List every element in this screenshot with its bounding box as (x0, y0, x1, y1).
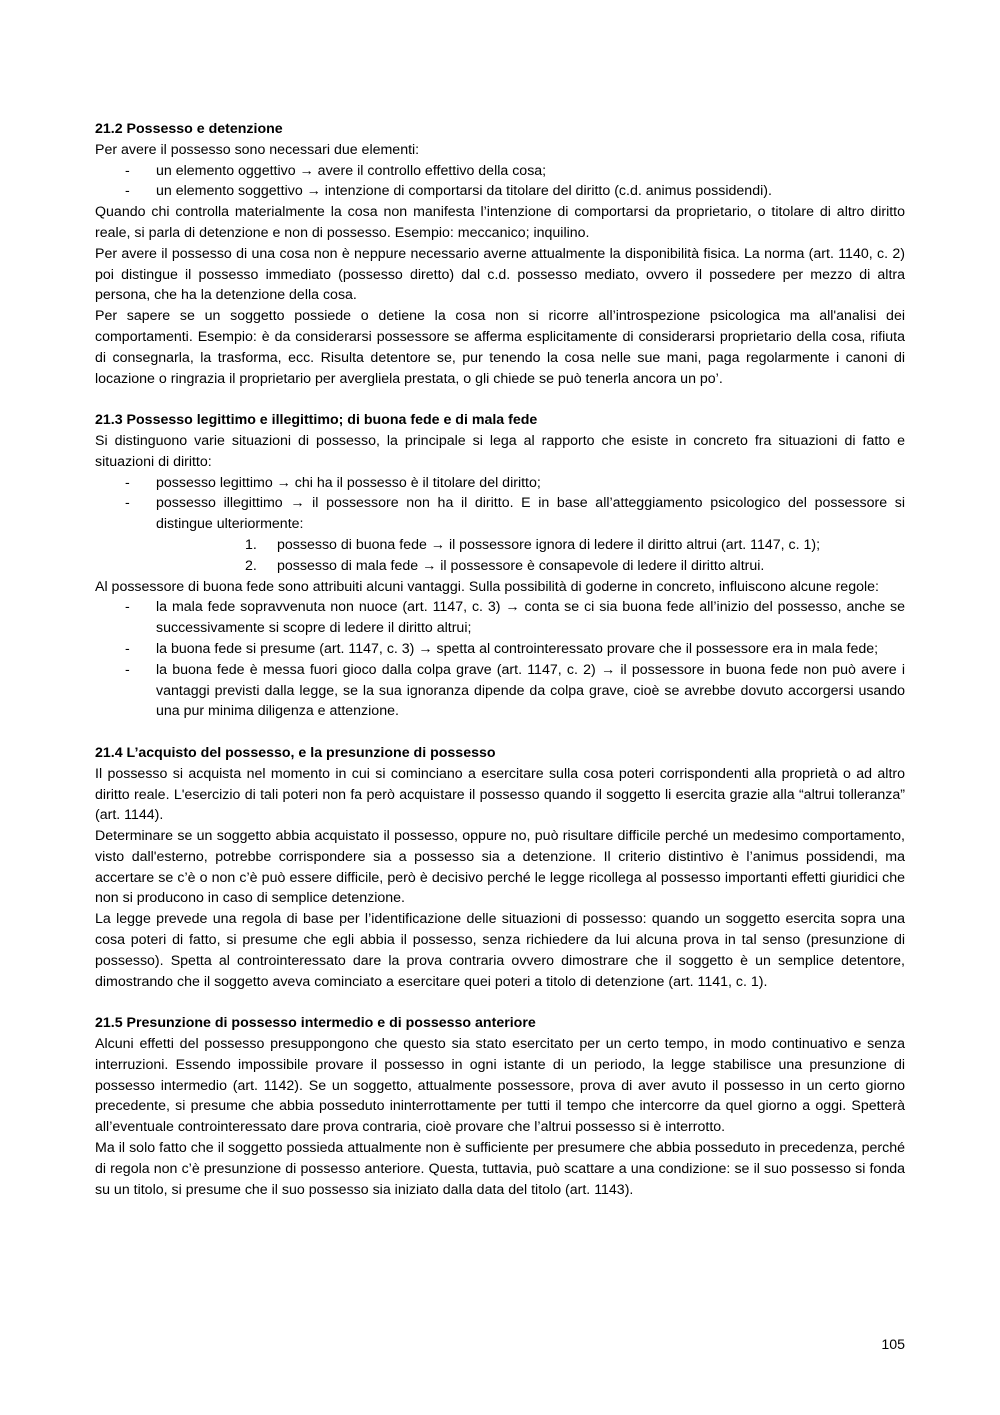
section-21-5 (95, 1013, 905, 1200)
list-item-text: un elemento oggettivo → avere il controllo effettivo della cosa; (156, 162, 547, 179)
section-21-4 (95, 743, 905, 993)
paragraph: Determinare se un soggetto abbia acquistato il possesso, oppure no, può risultare difficile perché un medesimo comportamento, visto dall'esterno, potrebbe corrispondere sia a possesso sia a detenzione. Il criterio distintivo è l’animus possidendi, ma accertare se c’è o non c’è può essere difficile, però è decisivo perché le legge ricollega al possesso importanti effetti giuridici che non si producono in caso di semplice detenzione. (95, 828, 905, 907)
numbered-item (95, 535, 905, 556)
numbered-item-text: possesso di mala fede → il possessore è consapevole di ledere il diritto altrui. (277, 557, 765, 574)
list-item (95, 161, 905, 182)
bullet-marker: - (125, 162, 130, 179)
paragraph: Ma il solo fatto che il soggetto possieda attualmente non è sufficiente per presumere che abbia posseduto in precedenza, perché di regola non c’è presunzione di possesso anteriore. Questa, tuttavia, può scattare a una condizione: se il suo possesso si fonda su un titolo, si presume che il suo possesso sia iniziato dalla data del titolo (art. 1143). (95, 1140, 905, 1198)
paragraph: Alcuni effetti del possesso presuppongono che questo sia stato esercitato per un certo tempo, in modo continuativo e senza interruzioni. Essendo impossibile provare il possesso in ogni istante di un periodo, la legge stabilisce una presunzione di possesso intermedio (art. 1142). Se un soggetto, attualmente possessore, prova di aver avuto il possesso in un certo giorno precedente, si presume che abbia posseduto ininterrottamente per tutti il tempo che intercorre da quel giorno a oggi. Spetterà all’eventuale controinteressato dare prova contraria, cioè provare che l’altrui possesso si è interrotto. (95, 1036, 905, 1136)
paragraph: Per avere il possesso di una cosa non è neppure necessario averne attualmente la disponibilità fisica. La norma (art. 1140, c. 2) poi distingue il possesso immediato (possesso diretto) dal c.d. possesso mediato, ovvero il possedere per mezzo di altra persona, che ha la detenzione della cosa. (95, 245, 905, 304)
list-item-text: la buona fede è messa fuori gioco dalla colpa grave (art. 1147, c. 2) → il possessore in buona fede non può avere i vantaggi previsti dalla legge, se la sua ignoranza dipende da colpa grave, cioè se avrebbe dovuto accorgersi usando una pur minima diligenza e attenzione. (156, 661, 905, 720)
numbered-item (95, 556, 905, 577)
section-intro: Per avere il possesso sono necessari due elementi: (95, 141, 420, 158)
page-number: 105 (881, 1337, 905, 1353)
list-item (95, 660, 905, 722)
bullet-marker: - (125, 640, 130, 657)
paragraph: Al possessore di buona fede sono attribuiti alcuni vantaggi. Sulla possibilità di goderne in concreto, influiscono alcune regole: (95, 578, 879, 595)
list-item (95, 493, 905, 535)
numbered-list (95, 535, 905, 577)
list-item-text: un elemento soggettivo → intenzione di comportarsi da titolare del diritto (c.d. animus possidendi). (156, 183, 772, 200)
paragraph: La legge prevede una regola di base per l’identificazione delle situazioni di possesso: quando un soggetto esercita sopra una cosa poteri di fatto, si presume che egli abbia il possesso, senza richiedere da lui alcuna prova in tal senso (presunzione di possesso). Spetta al controinteressato dare la prova contraria ovvero dimostrare che il soggetto è un semplice detentore, dimostrando che il soggetto aveva cominciato a esercitare quei poteri a titolo di detenzione (art. 1141, c. 1). (95, 911, 905, 990)
bullet-list (95, 473, 905, 535)
numbered-item-text: possesso di buona fede → il possessore ignora di ledere il diritto altrui (art. 1147, c. 1); (277, 536, 821, 553)
section-heading: 21.2 Possesso e detenzione (95, 121, 283, 137)
bullet-list (95, 161, 905, 203)
list-item (95, 639, 905, 660)
list-item (95, 597, 905, 639)
list-item-text: possesso illegittimo → il possessore non ha il diritto. E in base all’atteggiamento psicologico del possessore si distingue ulteriormente: (156, 495, 905, 533)
bullet-marker: - (125, 661, 130, 678)
number-marker: 2. (245, 557, 257, 574)
paragraph: Quando chi controlla materialmente la cosa non manifesta l’intenzione di comportarsi da proprietario, o titolare di altro diritto reale, si parla di detenzione e non di possesso. Esempio: meccanico; inquilino. (95, 204, 905, 241)
bullet-marker: - (125, 474, 130, 491)
bullet-marker: - (125, 495, 130, 512)
section-heading: 21.5 Presunzione di possesso intermedio e di possesso anteriore (95, 1015, 536, 1032)
paragraph: Il possesso si acquista nel momento in cui si cominciano a esercitare sulla cosa poteri corrispondenti alla proprietà o ad altro diritto reale. L'esercizio di tali poteri non fa però acquistare il possesso quando il soggetto li esercita grazie alla “altrui tolleranza” (art. 1144). (95, 765, 905, 824)
bullet-marker: - (125, 183, 130, 200)
section-21-3 (95, 410, 905, 722)
section-heading: 21.4 L’acquisto del possesso, e la presunzione di possesso (95, 744, 496, 761)
bullet-marker: - (125, 599, 130, 616)
section-heading: 21.3 Possesso legittimo e illegittimo; di buona fede e di mala fede (95, 412, 538, 429)
number-marker: 1. (245, 536, 257, 553)
bullet-list (95, 597, 905, 722)
list-item (95, 181, 905, 202)
section-21-2 (95, 119, 905, 389)
list-item-text: possesso legittimo → chi ha il possesso è il titolare del diritto; (156, 474, 541, 491)
page-content (95, 119, 905, 1221)
list-item-text: la mala fede sopravvenuta non nuoce (art. 1147, c. 3) → conta se ci sia buona fede all’inizio del possesso, anche se successivamente si scopre di ledere il diritto altrui; (156, 599, 905, 637)
list-item (95, 473, 905, 494)
section-intro: Si distinguono varie situazioni di possesso, la principale si lega al rapporto che esiste in concreto fra situazioni di fatto e situazioni di diritto: (95, 432, 905, 470)
paragraph: Per sapere se un soggetto possiede o detiene la cosa non si ricorre all’introspezione psicologica ma all'analisi dei comportamenti. Esempio: è da considerarsi possessore se afferma esplicitamente di considerarsi proprietario della cosa, rifiuta di consegnarla, la trasforma, ecc. Risulta detentore se, pur tenendo la cosa nelle sue mani, paga regolarmente i canoni di locazione o ringrazia il proprietario per avergliela prestata, o gli chiede se può tenerla ancora un po’. (95, 308, 905, 387)
list-item-text: la buona fede si presume (art. 1147, c. 3) → spetta al controinteressato provare che il possessore era in mala fede; (156, 640, 879, 657)
